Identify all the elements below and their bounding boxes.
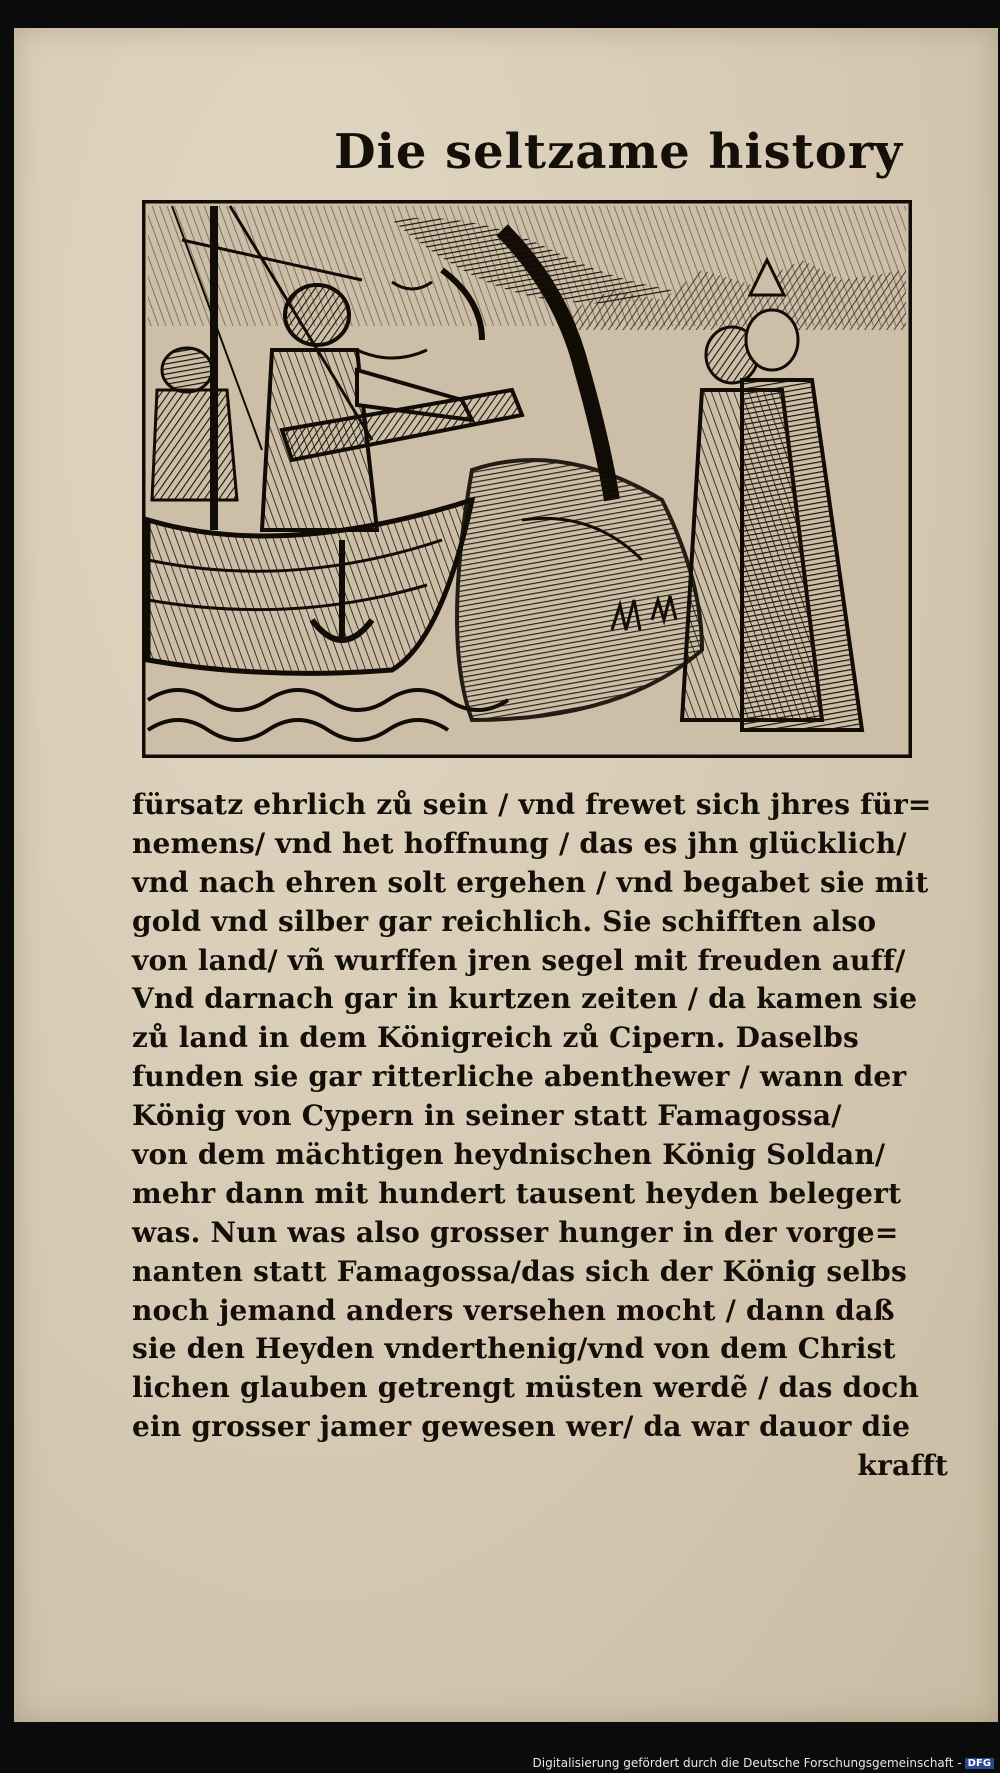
catchword: krafft	[857, 1449, 948, 1483]
running-head: Die seltzame history	[334, 124, 903, 180]
text-line: vnd nach ehren solt ergehen / vnd begabet sie mit	[132, 865, 929, 899]
woodcut-illustration	[142, 200, 912, 758]
credit-text: Digitalisierung gefördert durch die Deutsche Forschungsgemeinschaft -	[532, 1756, 962, 1770]
digitization-credit	[533, 1756, 995, 1770]
text-line: zů land in dem Königreich zů Cipern. Daselbs	[132, 1021, 860, 1055]
text-line: fürsatz ehrlich zů sein / vnd frewet sich jhres für=	[132, 788, 932, 821]
text-line: funden sie gar ritterliche abenthewer / wann der	[132, 1060, 907, 1094]
text-line: sie den Heyden vnderthenig/vnd von dem Christ	[132, 1332, 896, 1366]
text-line: von land/ vñ wurffen jren segel mit freuden auff/	[132, 943, 906, 977]
text-line: ein grosser jamer gewesen wer/ da war dauor die	[132, 1410, 911, 1444]
text-line: mehr dann mit hundert tausent heyden belegert	[132, 1176, 902, 1210]
book-page	[14, 28, 998, 1722]
text-line: Vnd darnach gar in kurtzen zeiten / da kamen sie	[132, 982, 918, 1016]
text-line: gold vnd silber gar reichlich. Sie schifften also	[132, 904, 877, 938]
text-line: nemens/ vnd het hoffnung / das es jhn glücklich/	[132, 826, 907, 860]
text-line: König von Cypern in seiner statt Famagossa/	[132, 1099, 842, 1133]
text-line: lichen glauben getrengt müsten werdẽ / das doch	[132, 1371, 920, 1405]
text-line: nanten statt Famagossa/das sich der König selbs	[132, 1254, 907, 1288]
text-line: von dem mächtigen heydnischen König Soldan/	[132, 1138, 886, 1172]
text-line: was. Nun was also grosser hunger in der vorge=	[132, 1215, 899, 1249]
dfg-logo: DFG	[965, 1758, 994, 1769]
text-line: noch jemand anders versehen mocht / dann daß	[132, 1293, 895, 1327]
body-text	[132, 786, 948, 1486]
